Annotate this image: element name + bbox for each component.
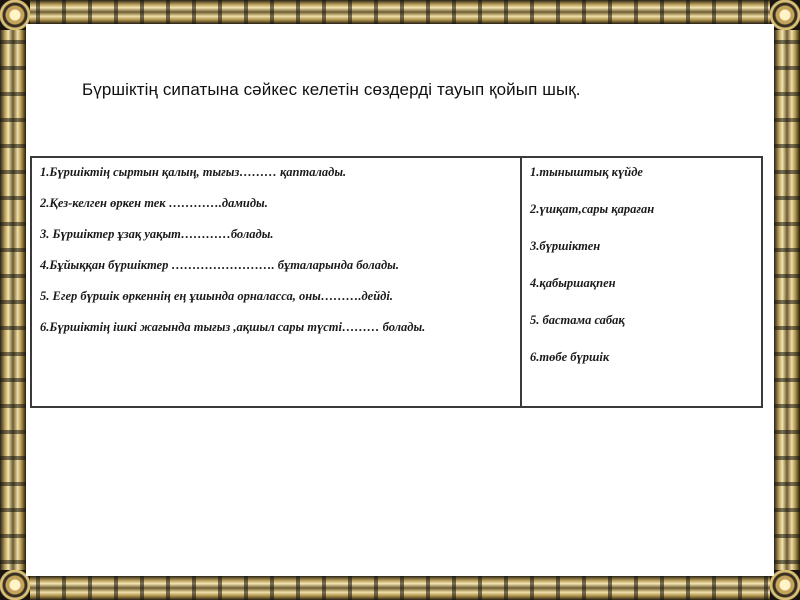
exercise-table bbox=[30, 156, 763, 408]
frame-right-border bbox=[774, 0, 800, 600]
answer-item: 1.тыныштық күйде bbox=[530, 165, 643, 179]
statement-item: 3. Бүршіктер ұзақ уақыт…………болады. bbox=[40, 227, 274, 241]
frame-left-border bbox=[0, 0, 26, 600]
statement-item: 1.Бүршіктің сыртын қалың, тығыз……… қапталады. bbox=[40, 165, 347, 179]
answers-column bbox=[521, 157, 762, 407]
statement-item: 6.Бүршіктің ішкі жағында тығыз ,ақшыл сары түсті……… болады. bbox=[40, 320, 426, 334]
slide-heading: Бүршіктің сипатына сәйкес келетін сөздерді тауып қойып шық. bbox=[82, 80, 581, 99]
answer-item: 6.төбе бүршік bbox=[530, 350, 610, 364]
frame-bottom-border bbox=[0, 576, 800, 600]
answer-item: 2.үшқат,сары қараған bbox=[530, 202, 655, 216]
frame-corner-ornament bbox=[770, 570, 800, 600]
frame-corner-ornament bbox=[770, 0, 800, 30]
statement-item: 2.Қез-келген өркен тек ………….дамиды. bbox=[40, 196, 268, 210]
statement-item: 5. Егер бүршік өркеннің ең ұшында орналасса, оны……….дейді. bbox=[40, 289, 393, 303]
answer-item: 5. бастама сабақ bbox=[530, 313, 625, 327]
frame-top-border bbox=[0, 0, 800, 24]
statement-item: 4.Бұйыққан бүршіктер ……………………. бұталарында болады. bbox=[40, 258, 399, 272]
answer-item: 4.қабыршақпен bbox=[530, 276, 616, 290]
statements-column bbox=[31, 157, 521, 407]
answer-item: 3.бүршіктен bbox=[530, 239, 601, 253]
slide-content bbox=[26, 24, 774, 576]
